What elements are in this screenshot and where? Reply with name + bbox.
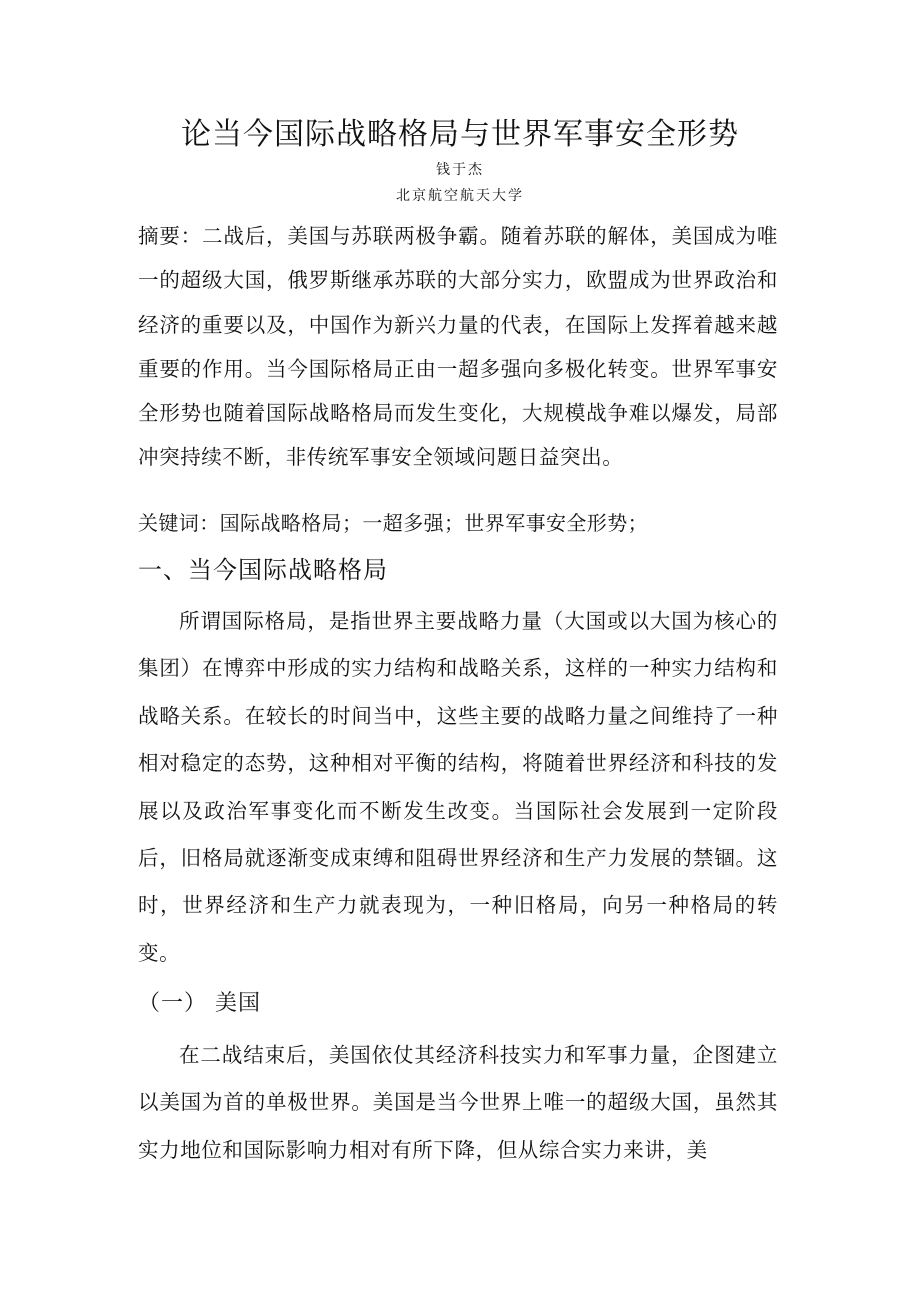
subsection-paragraph: 在二战结束后，美国依仗其经济科技实力和军事力量，企图建立以美国为首的单极世界。美国是当今世界上唯一的超级大国，虽然其实力地位和国际影响力相对有所下降，但从综合实力来讲，美 — [138, 1043, 778, 1162]
section-heading: 一、当今国际战略格局 — [138, 556, 388, 584]
author-affiliation: 北京航空航天大学 — [396, 188, 524, 204]
keywords-line: 关键词：国际战略格局；一超多强；世界军事安全形势； — [138, 511, 648, 535]
subsection-heading: （一） 美国 — [138, 991, 261, 1016]
author-name: 钱于杰 — [436, 162, 484, 178]
paper-title: 论当今国际战略格局与世界军事安全形势 — [181, 117, 739, 152]
abstract-paragraph: 摘要：二战后，美国与苏联两极争霸。随着苏联的解体，美国成为唯一的超级大国，俄罗斯继承苏联的大部分实力，欧盟成为世界政治和经济的重要以及，中国作为新兴力量的代表，在国际上发挥着越来越重要的作用。当今国际格局正由一超多强向多极化转变。世界军事安全形势也随着国际战略格局而发生变化，大规模战争难以爆发，局部冲突持续不断，非传统军事安全领域问题日益突出。 — [138, 224, 778, 470]
section-paragraph: 所谓国际格局，是指世界主要战略力量（大国或以大国为核心的集团）在博弈中形成的实力结构和战略关系，这样的一种实力结构和战略关系。在较长的时间当中，这些主要的战略力量之间维持了一种相对稳定的态势，这种相对平衡的结构，将随着世界经济和科技的发展以及政治军事变化而不断发生改变。当国际社会发展到一定阶段后，旧格局就逐渐变成束缚和阻碍世界经济和生产力发展的禁锢。这时，世界经济和生产力就表现为，一种旧格局，向另一种格局的转变。 — [138, 609, 778, 965]
